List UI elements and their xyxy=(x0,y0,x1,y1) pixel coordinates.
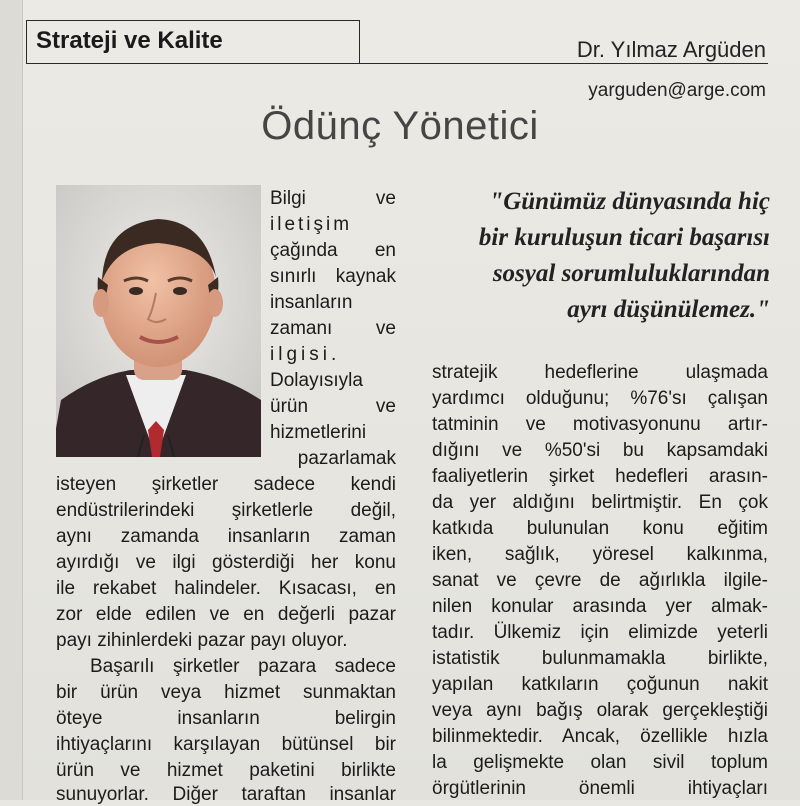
body-line: tadır. Ülkemiz için elimizde yeterli xyxy=(432,622,768,643)
wrap-line: ürün ve xyxy=(270,396,396,417)
body-line: ile rekabet halindeler. Kısacası, en xyxy=(56,578,396,599)
wrap-line: pazarlamak xyxy=(297,448,396,469)
body-line: yardımcı olduğunu; %76'sı çalışan xyxy=(432,388,768,409)
wrap-line: Bilgi ve xyxy=(270,188,396,209)
body-line: öteye insanların belirgin xyxy=(56,708,396,729)
body-line: ayırdığı ve ilgi gösterdiği her konu xyxy=(56,552,396,573)
body-line: bir ürün veya hizmet sunmaktan xyxy=(56,682,396,703)
wrap-line: Dolayısıyla xyxy=(270,370,363,391)
body-line: sanat ve çevre de ağırlıkla ilgile- xyxy=(432,570,768,591)
pull-quote-line: sosyal sorumluluklarından xyxy=(492,260,770,287)
author-name: Dr. Yılmaz Argüden xyxy=(576,37,766,62)
body-line: stratejik hedeflerine ulaşmada xyxy=(432,362,768,383)
body-line: örgütlerinin önemli ihtiyaçları xyxy=(432,778,768,799)
body-line: nilen konular arasında yer almak- xyxy=(432,596,768,617)
section-title: Strateji ve Kalite xyxy=(36,27,223,54)
body-line: isteyen şirketler sadece kendi xyxy=(56,474,396,495)
pull-quote-line: "Günümüz dünyasında hiç xyxy=(489,188,770,215)
portrait-image xyxy=(56,185,261,457)
body-line: bilinmektedir. Ancak, özellikle hızla xyxy=(432,726,768,747)
body-line: endüstrilerindeki şirketlerle değil, xyxy=(56,500,396,521)
body-line: istatistik bulunmamakla birlikte, xyxy=(432,648,768,669)
body-line: katkıda bulunulan konu eğitim xyxy=(432,518,768,539)
wrap-line: sınırlı kaynak xyxy=(270,266,396,287)
body-line: la gelişmekte olan sivil toplum xyxy=(432,752,768,773)
body-line: yapılan katkıların çoğunun nakit xyxy=(432,674,768,695)
author-email: yarguden@arge.com xyxy=(588,80,766,101)
body-line: dığını ve %50'si bu kapsamdaki xyxy=(432,440,768,461)
wrap-line: çağında en xyxy=(270,240,396,261)
body-line: tatminin ve motivasyonunu artır- xyxy=(432,414,768,435)
header-rule xyxy=(26,63,768,64)
body-line: ürün ve hizmet paketini birlikte xyxy=(56,760,396,781)
article-headline: Ödünç Yönetici xyxy=(261,104,539,148)
body-line: iken, sağlık, yöresel kalkınma, xyxy=(432,544,768,565)
pull-quote-line: ayrı düşünülemez." xyxy=(567,296,770,323)
body-line: faaliyetlerin şirket hedefleri arasın- xyxy=(432,466,768,487)
pull-quote-line: bir kuruluşun ticari başarısı xyxy=(478,224,770,251)
body-line: veya aynı bağış olarak gerçekleştiği xyxy=(432,700,768,721)
author-photo xyxy=(56,185,261,457)
body-line: da yer aldığını belirtmiştir. En çok xyxy=(432,492,768,513)
body-line: payı zihinlerdeki pazar payı oluyor. xyxy=(56,630,348,651)
wrap-line: zamanı ve xyxy=(270,318,396,339)
wrap-line: ilgisi. xyxy=(270,344,341,365)
wrap-line: hizmetlerini xyxy=(270,422,367,443)
body-line: sunuyorlar. Diğer taraftan insanlar xyxy=(56,784,396,805)
body-line: zor elde edilen ve en değerli pazar xyxy=(56,604,396,625)
wrap-line: iletişim xyxy=(270,214,353,235)
wrap-line: insanların xyxy=(270,292,353,313)
body-line: Başarılı şirketler pazara sadece xyxy=(90,656,396,677)
page-edge xyxy=(0,0,23,800)
body-line: aynı zamanda insanların zaman xyxy=(56,526,396,547)
pull-quote xyxy=(430,184,770,328)
body-line: ihtiyaçlarını karşılayan bütünsel bir xyxy=(56,734,396,755)
